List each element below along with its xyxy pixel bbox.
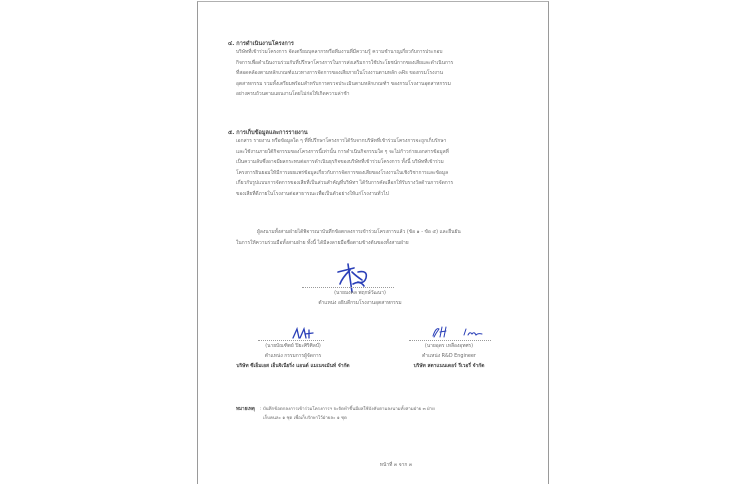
signatory-left-position: ตำแหน่ง กรรมการผู้จัดการ [264, 353, 322, 359]
section-5-line: เกี่ยวกับรูปแบบการจัดการของเสียที่เป็นส่วนสำคัญที่บริษัทฯ ได้รับการคัดเลือกให้รับรางวัลด้านการจัดการ [236, 180, 454, 187]
note-body [260, 405, 435, 423]
section-5-line: และใช้งานภายใต้กิจกรรมของโครงการนี้เท่านั้น การดำเนินกิจกรรมใด ๆ จะไม่ก้าวก่ายเอกสารข้อมูลที่ [236, 148, 449, 155]
note-label: หมายเหตุ [236, 407, 255, 412]
section-5-body [236, 136, 453, 200]
signatory-left-company: บริษัท ซีเอ็มเอส เอ็นจิเนียริ่ง แอนด์ แมเนจเม้นท์ จำกัด [236, 363, 350, 369]
note-line: : บันทึกข้อตกลงการเข้าร่วมโครงการฯ จะจัดทำขึ้นมีผลใช้บังคับตามลงนามทั้งสามฝ่าย ๓ ฝ่าย [260, 407, 435, 412]
signatory-right-name: (นายอุดร เหลืองอุทศร) [424, 343, 474, 349]
section-4-body [236, 47, 453, 100]
section-5-line: เป็นความลับซึ่งอาจมีผลกระทบต่อการดำเนินธุรกิจของบริษัทที่เข้าร่วมโครงการ ทั้งนี้ บริษัทที่เข้าร่วม [236, 159, 444, 166]
section-5-line: เอกสาร รายงาน หรือข้อมูลใด ๆ ที่ที่ปรึกษาโครงการได้รับจากบริษัทที่เข้าร่วมโครงการจะถูกเก็บรักษา [236, 138, 447, 144]
signatory-left-name: (นายบัณฑิตย์ ปิยะศิริศิลป์) [265, 343, 321, 349]
section-5-line: ของเสียที่ดีภายในโรงงานต่อสาธารณะเพื่อเป็นตัวอย่างให้แก่โรงงานทั่วไป [236, 190, 389, 197]
signatory-center-name: (นายมงคล พฤกษ์วัฒนา) [334, 290, 386, 296]
section-4-line: อุตสาหกรรม รวมทั้งเตรียมพร้อมสำหรับการตรวจประเมินตามหลักเกณฑ์ฯ ของกรมโรงงานอุตสาหกรรม [236, 80, 451, 87]
closing-paragraph [236, 227, 461, 248]
section-4-line: บริษัทที่เข้าร่วมโครงการ จัดเตรียมบุคลากรหรือทีมงานที่มีความรู้ ความชำนาญเกี่ยวกับการประกอบ [236, 49, 443, 55]
section-4-line: ที่สอดคล้องตามหลักเกณฑ์แนวทางการจัดการของเสียภายในโรงงานตามหลัก ๓Rs ของกรมโรงงาน [236, 70, 443, 77]
closing-line: ผู้ลงนามทั้งสามฝ่ายได้พิจารณาบันทึกข้อตกลงการเข้าร่วมโครงการแล้ว (ข้อ ๑ - ข้อ ๕) และยืนยัน [257, 229, 461, 235]
signatory-center-position: ตำแหน่ง อธิบดีกรมโรงงานอุตสาหกรรม [318, 300, 402, 306]
document-page [197, 1, 549, 484]
closing-line: ในการให้ความร่วมมือทั้งสามฝ่าย ทั้งนี้ ได้มีลงลายมือชื่อตามข้างต้นของทั้งสามฝ่าย [236, 239, 409, 246]
signature-left-image [291, 326, 315, 340]
section-4-line: กิจการเพื่อดำเนินงานร่วมกับที่ปรึกษาโครงการในการส่งเสริมการใช้ประโยชน์กากของเสียและดำเนินการ [236, 59, 454, 66]
signatory-right-position: ตำแหน่ง R&D Engineer [422, 353, 476, 359]
section-4-line: อย่างครบถ้วนตามแผนงานโดยไม่ก่อให้เกิดความล่าช้า [236, 91, 350, 98]
note-line: เก็บคนละ ๑ ชุด เพื่อเก็บรักษาไว้ฝ่ายละ ๑ ชุด [263, 416, 347, 421]
signatory-right-company: บริษัท สตาแนนเดอร์ รีเวอรี่ จำกัด [413, 363, 485, 369]
section-5-heading: ๕. การเก็บข้อมูลและการรายงาน [228, 130, 308, 136]
section-4-heading: ๔. การดำเนินงานโครงการ [228, 41, 294, 47]
section-5-line: โครงการยินยอมให้มีการเผยแพร่ข้อมูลเกี่ยวกับการจัดการของเสียของโรงงานในเชิงวิชาการและข้อมูล [236, 169, 449, 176]
page-number: หน้าที่ ๓ จาก ๓ [379, 462, 413, 468]
signature-right-image [430, 325, 486, 339]
